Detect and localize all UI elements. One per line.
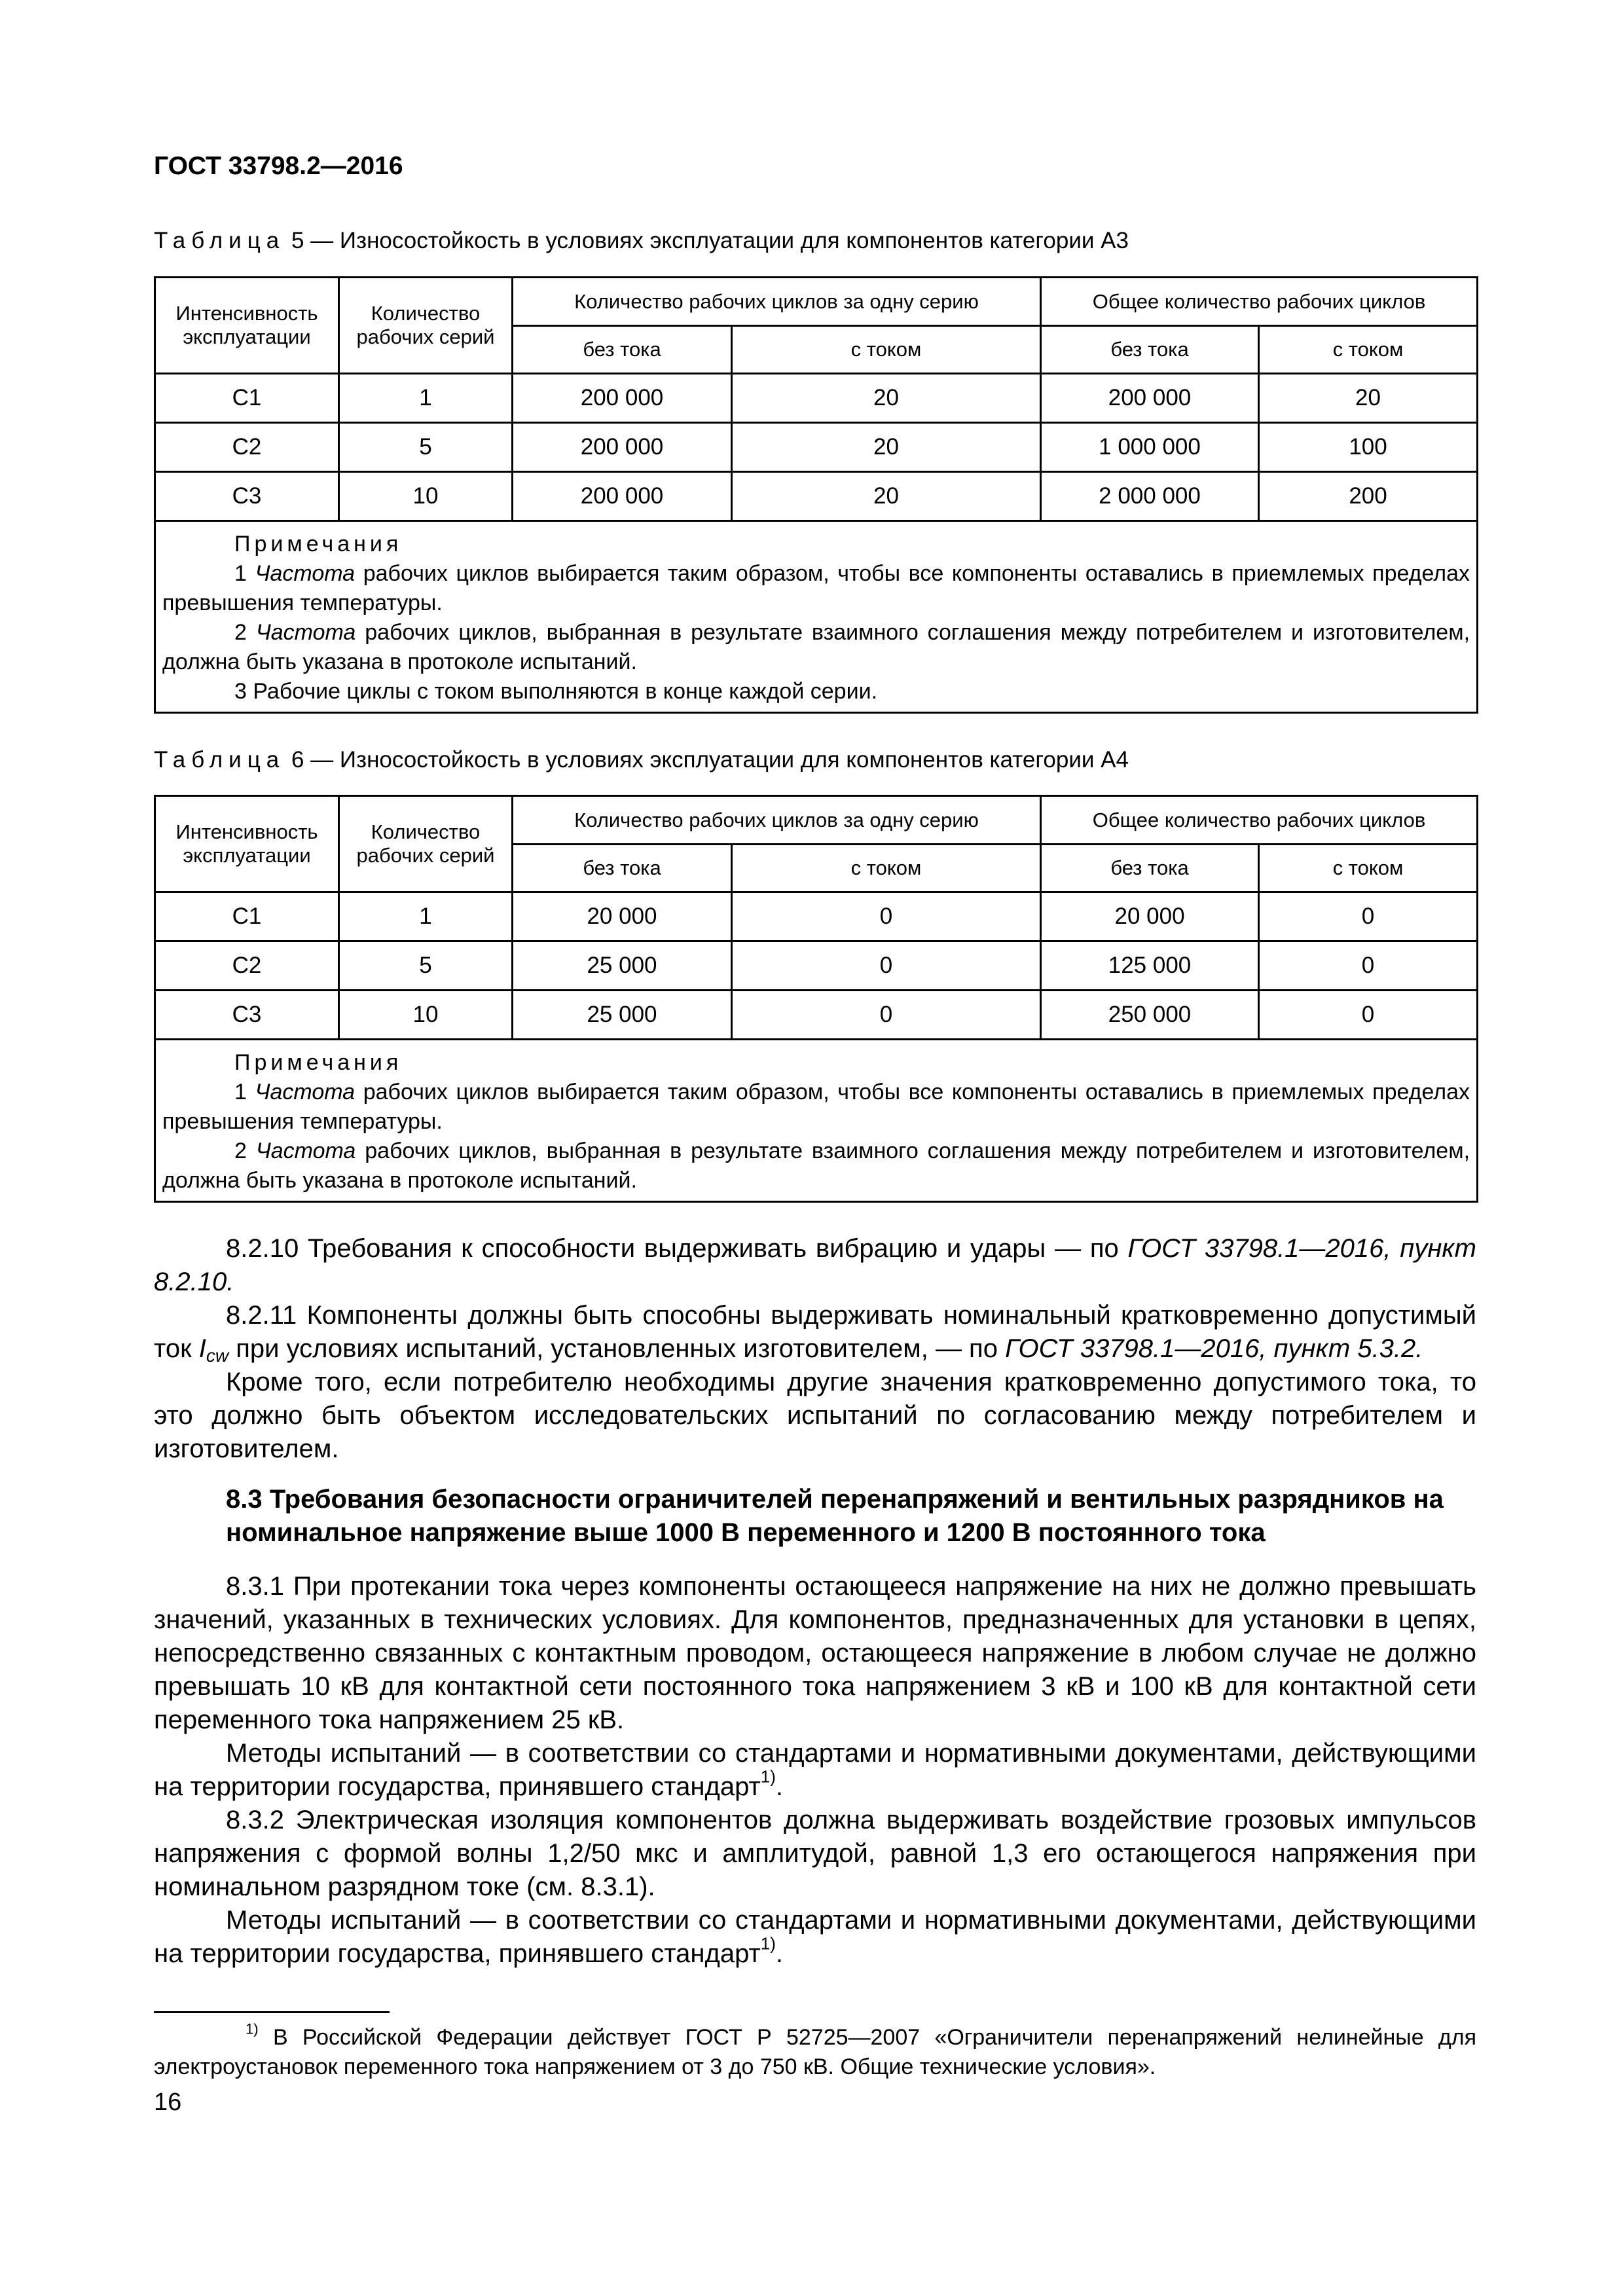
paragraph-text: 8.2.10 Требования к способности выдерживать вибрацию и удары — по	[226, 1234, 1128, 1263]
table-cell: 25 000	[513, 991, 732, 1040]
standard-reference: ГОСТ 33798.1—2016, пункт 5.3.2.	[1005, 1334, 1423, 1363]
table-row	[155, 374, 1478, 423]
paragraph-text: Методы испытаний — в соответствии со стандартами и нормативными документами, действующими на территории государства, принявшего стандарт	[154, 1739, 1476, 1801]
table-cell: С3	[155, 991, 339, 1040]
table-cell: 20	[732, 374, 1041, 423]
table-row	[155, 991, 1478, 1040]
header-per-series: Количество рабочих циклов за одну серию	[513, 796, 1041, 845]
note-text: рабочих циклов, выбранная в результате взаимного соглашения между потребителем и изготовителем, должна быть указана в протоколе испытаний.	[162, 1139, 1470, 1193]
table-cell: 20	[732, 472, 1041, 521]
paragraph-text: Методы испытаний — в соответствии со стандартами и нормативными документами, действующими на территории государства, принявшего стандарт	[154, 1906, 1476, 1968]
table-cell: 0	[1259, 892, 1478, 941]
current-symbol-subscript: cw	[206, 1345, 229, 1366]
table-cell: С3	[155, 472, 339, 521]
table-cell: 20	[1259, 374, 1478, 423]
table-cell: 0	[732, 991, 1041, 1040]
table-cell: 10	[339, 472, 513, 521]
table-row	[155, 941, 1478, 991]
note-number: 2	[234, 620, 247, 645]
footnote	[154, 2020, 1476, 2082]
table-cell: 20 000	[1041, 892, 1259, 941]
section-8-3-title: 8.3 Требования безопасности ограничителей перенапряжений и вентильных разрядников на номинальное напряжение выше 1000 В переменного и 1200 В постоянного тока	[226, 1485, 1444, 1547]
header-total: Общее количество рабочих циклов	[1041, 278, 1478, 326]
table-cell: 20	[732, 423, 1041, 472]
footnote-marker: 1)	[246, 2020, 259, 2037]
note-item	[162, 618, 1470, 677]
table-6-notes	[155, 1040, 1478, 1202]
paragraph-text: при условиях испытаний, установленных изготовителем, — по	[228, 1334, 1006, 1363]
table-row	[155, 423, 1478, 472]
table-cell: 1	[339, 374, 513, 423]
note-item	[162, 677, 1470, 706]
paragraph-text: 8.2.11 Компоненты должны быть способны выдерживать номинальный кратковременно допустимый ток	[154, 1301, 1476, 1363]
table-5-caption	[154, 228, 1129, 254]
table-cell: С1	[155, 892, 339, 941]
header-intensity: Интенсивность эксплуатации	[155, 278, 339, 374]
table-cell: 0	[1259, 991, 1478, 1040]
note-number: 1	[234, 1080, 247, 1104]
table-cell: 20 000	[513, 892, 732, 941]
note-text: рабочих циклов выбирается таким образом, чтобы все компоненты оставались в приемлемых пределах превышения температуры.	[162, 1080, 1470, 1134]
table-cell: 25 000	[513, 941, 732, 991]
header-total-no-current: без тока	[1041, 326, 1259, 374]
header-total-with-current: с током	[1259, 326, 1478, 374]
note-italic-term: Частота	[255, 1080, 356, 1104]
table-cell: 1 000 000	[1041, 423, 1259, 472]
paragraph-8-2-11	[154, 1299, 1476, 1366]
body-section-8-3	[154, 1570, 1476, 1971]
table-cell: 100	[1259, 423, 1478, 472]
note-italic-term: Частота	[255, 620, 356, 645]
note-italic-term: Частота	[255, 1139, 356, 1163]
table-cell: 0	[1259, 941, 1478, 991]
header-no-current: без тока	[513, 326, 732, 374]
note-item	[162, 1137, 1470, 1195]
note-item	[162, 1078, 1470, 1137]
header-no-current: без тока	[513, 845, 732, 892]
table-cell: 0	[732, 941, 1041, 991]
table-cell: 200 000	[1041, 374, 1259, 423]
table-cell: С2	[155, 423, 339, 472]
note-number: 3	[234, 679, 247, 704]
paragraph-8-3-2: 8.3.2 Электрическая изоляция компонентов должна выдерживать воздействие грозовых импульсов напряжения с формой волны 1,2/50 мкс и амплитудой, равной 1,3 его остающегося напряжения при номинальном разрядном токе (см. 8.3.1).	[154, 1806, 1476, 1901]
table-cell: 125 000	[1041, 941, 1259, 991]
table-cell: 5	[339, 423, 513, 472]
table-5-notes	[155, 521, 1478, 713]
table-cell: 0	[732, 892, 1041, 941]
header-with-current: с током	[732, 326, 1041, 374]
table-6-caption-label: Таблица	[154, 747, 285, 773]
current-symbol: I	[198, 1334, 206, 1363]
table-6-caption	[154, 747, 1129, 773]
note-text: рабочих циклов, выбранная в результате взаимного соглашения между потребителем и изготовителем, должна быть указана в протоколе испытаний.	[162, 620, 1470, 674]
footnote-text: В Российской Федерации действует ГОСТ Р 52725—2007 «Ограничители перенапряжений нелинейные для электроустановок переменного тока напряжением от 3 до 750 кВ. Общие технические условия».	[154, 2025, 1476, 2079]
notes-heading: Примечания	[234, 532, 403, 556]
table-cell: 5	[339, 941, 513, 991]
header-total-no-current: без тока	[1041, 845, 1259, 892]
table-6	[154, 795, 1478, 1203]
table-cell: 200	[1259, 472, 1478, 521]
table-cell: 200 000	[513, 374, 732, 423]
footnote-divider	[154, 2011, 390, 2013]
table-cell: 10	[339, 991, 513, 1040]
paragraph-8-2-10	[154, 1232, 1476, 1299]
header-intensity: Интенсивность эксплуатации	[155, 796, 339, 892]
table-5-caption-text: 5 — Износостойкость в условиях эксплуатации для компонентов категории А3	[291, 228, 1129, 253]
document-header: ГОСТ 33798.2—2016	[154, 152, 403, 180]
footnote-marker: 1)	[760, 1933, 776, 1954]
header-total-with-current: с током	[1259, 845, 1478, 892]
paragraph-8-3-1: 8.3.1 При протекании тока через компоненты остающееся напряжение на них не должно превышать значений, указанных в технических условиях. Для компонентов, предназначенных для установки в цепях, непосредственно связанных с контактным проводом, остающееся напряжение в любом случае не должно превышать 10 кВ для контактной сети постоянного тока напряжением 3 кВ и 100 кВ для контактной сети переменного тока напряжением 25 кВ.	[154, 1572, 1476, 1734]
table-cell: 1	[339, 892, 513, 941]
table-row	[155, 472, 1478, 521]
header-per-series: Количество рабочих циклов за одну серию	[513, 278, 1041, 326]
note-text: рабочих циклов выбирается таким образом, чтобы все компоненты оставались в приемлемых пределах превышения температуры.	[162, 561, 1470, 615]
table-cell: 200 000	[513, 472, 732, 521]
header-series-count: Количество рабочих серий	[339, 796, 513, 892]
table-6-caption-text: 6 — Износостойкость в условиях эксплуатации для компонентов категории А4	[291, 747, 1129, 773]
header-series-count: Количество рабочих серий	[339, 278, 513, 374]
standard-reference: ГОСТ 33798.1—2016, пункт 8.2.10.	[154, 1234, 1476, 1296]
table-5-caption-label: Таблица	[154, 228, 285, 253]
notes-heading: Примечания	[234, 1050, 403, 1075]
note-number: 2	[234, 1139, 247, 1163]
table-cell: С2	[155, 941, 339, 991]
note-text: Рабочие циклы с током выполняются в конце каждой серии.	[253, 679, 878, 704]
table-cell: 200 000	[513, 423, 732, 472]
table-cell: С1	[155, 374, 339, 423]
page-number: 16	[154, 2088, 182, 2116]
body-section-8-2	[154, 1232, 1476, 1466]
header-with-current: с током	[732, 845, 1041, 892]
note-italic-term: Частота	[255, 561, 356, 586]
table-cell: 2 000 000	[1041, 472, 1259, 521]
note-item	[162, 559, 1470, 618]
table-cell: 250 000	[1041, 991, 1259, 1040]
paragraph-extra: Кроме того, если потребителю необходимы другие значения кратковременно допустимого тока, то это должно быть объектом исследовательских испытаний по согласованию между потребителем и изготовителем.	[154, 1368, 1476, 1463]
table-row	[155, 892, 1478, 941]
header-total: Общее количество рабочих циклов	[1041, 796, 1478, 845]
footnote-marker: 1)	[760, 1766, 776, 1787]
table-5	[154, 276, 1478, 714]
paragraph-methods: Методы испытаний — в соответствии со стандартами и нормативными документами, действующими на территории государства, принявшего стандарт$^{1)}$.	[154, 1906, 1476, 1968]
paragraph-methods: Методы испытаний — в соответствии со стандартами и нормативными документами, действующими на территории государства, принявшего стандарт$^{1)}$.	[154, 1739, 1476, 1801]
note-number: 1	[234, 561, 247, 586]
